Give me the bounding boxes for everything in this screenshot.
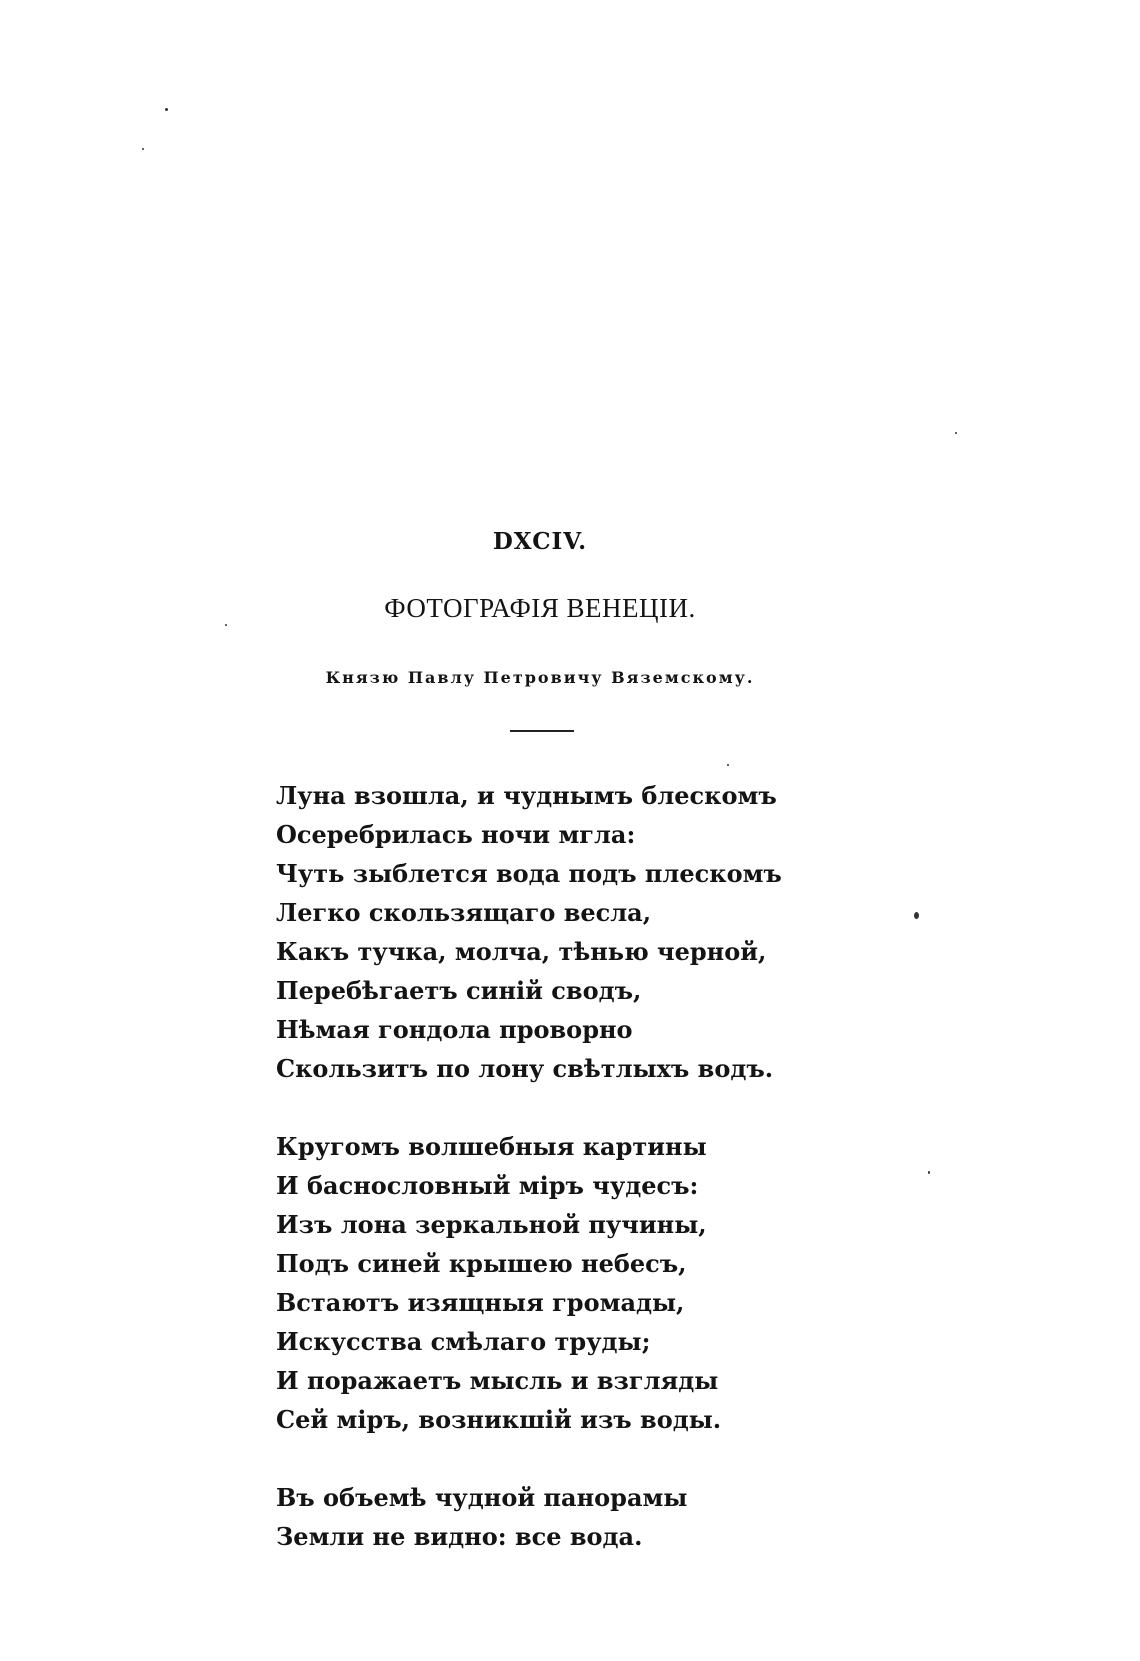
stanza (276, 776, 976, 1088)
stanza (276, 1127, 976, 1439)
poem-line: Какъ тучка, молча, тѣнью черной, (276, 937, 767, 966)
scan-speck (165, 108, 168, 111)
poem-line: И поражаетъ мысль и взгляды (276, 1366, 719, 1395)
poem-line: Подъ синей крышею небесъ, (276, 1249, 687, 1278)
stanza-gap (276, 1088, 976, 1127)
poem-line: Чуть зыблется вода подъ плескомъ (276, 859, 782, 888)
poem-line: Искусства смѣлаго труды; (276, 1327, 651, 1356)
poem-line: И баснословный міръ чудесъ: (276, 1171, 699, 1200)
poem-line: Земли не видно: все вода. (276, 1522, 643, 1551)
stanza (276, 1478, 976, 1556)
stanza-gap (276, 1439, 976, 1478)
poem-line: Осеребрилась ночи мгла: (276, 820, 636, 849)
poem-line: Въ объемѣ чудной панорамы (276, 1483, 688, 1512)
poem-line: Перебѣгаетъ синій сводъ, (276, 976, 642, 1005)
poem-line: Нѣмая гондола проворно (276, 1015, 633, 1044)
title-divider (510, 730, 574, 732)
poem-dedication: Князю Павлу Петровичу Вяземскому. (325, 668, 755, 687)
scan-speck (955, 432, 957, 434)
scan-speck (727, 764, 729, 766)
poem-body (276, 776, 976, 1556)
poem-title: ФОТОГРАФІЯ ВЕНЕЦІИ. (384, 593, 696, 623)
poem-line: Встаютъ изящныя громады, (276, 1288, 685, 1317)
poem-line: Сей міръ, возникшій изъ воды. (276, 1405, 722, 1434)
poem-line: Легко скользящаго весла, (276, 898, 652, 927)
scan-speck (142, 148, 144, 150)
poem-number: DXCIV. (492, 528, 588, 555)
scan-speck (225, 624, 227, 626)
poem-line: Луна взошла, и чуднымъ блескомъ (276, 781, 777, 810)
poem-line: Скользитъ по лону свѣтлыхъ водъ. (276, 1054, 774, 1083)
poem-line: Кругомъ волшебныя картины (276, 1132, 707, 1161)
poem-line: Изъ лона зеркальной пучины, (276, 1210, 707, 1239)
